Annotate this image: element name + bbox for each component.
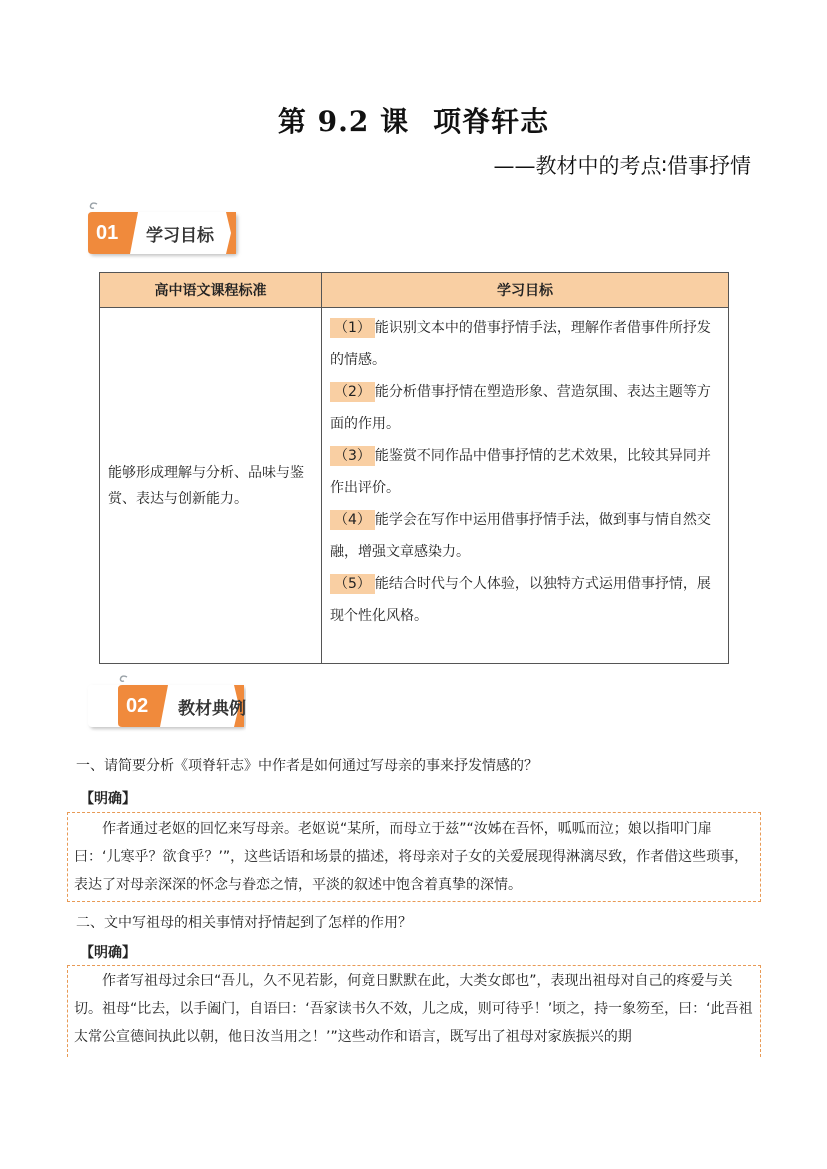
lesson-number: 第 9.2 课: [277, 105, 410, 138]
objectives-table: [99, 272, 729, 664]
section-number: 01: [96, 222, 119, 244]
lesson-title: 项脊轩志: [433, 105, 550, 138]
question-2: 二、文中写祖母的相关事情对抒情起到了怎样的作用？: [76, 915, 412, 931]
goal-item: [330, 312, 722, 376]
question-1: 一、请简要分析《项脊轩志》中作者是如何通过写母亲的事来抒发情感的？: [76, 758, 538, 774]
answer-label-1: 【明确】: [80, 791, 136, 807]
section-number: 02: [126, 695, 149, 717]
goal-index: （1）: [330, 318, 375, 338]
goal-item: [330, 440, 722, 504]
section-badge-02: [86, 673, 246, 733]
goal-item: [330, 376, 722, 440]
header-standard: 高中语文课程标准: [100, 273, 322, 308]
table-header-row: [100, 273, 729, 308]
goal-text: 能学会在写作中运用借事抒情手法，做到事与情自然交融，增强文章感染力。: [330, 512, 711, 560]
goal-index: （3）: [330, 446, 375, 466]
table-row: [100, 308, 729, 664]
page-subtitle: ——教材中的考点∶借事抒情: [493, 154, 751, 178]
goal-index: （2）: [330, 382, 375, 402]
answer-box-2: [67, 965, 761, 1057]
goal-text: 能鉴赏不同作品中借事抒情的艺术效果，比较其异同并作出评价。: [330, 448, 711, 496]
page-title: [0, 100, 827, 140]
goal-text: 能分析借事抒情在塑造形象、营造氛围、表达主题等方面的作用。: [330, 384, 711, 432]
answer-box-1: [67, 812, 761, 902]
goal-index: （4）: [330, 510, 375, 530]
goal-item: [330, 504, 722, 568]
goal-item: [330, 568, 722, 632]
header-goals: 学习目标: [322, 273, 729, 308]
standard-cell: 能够形成理解与分析、品味与鉴赏、表达与创新能力。: [100, 308, 322, 664]
answer-text: 作者写祖母过余曰“吾儿，久不见若影，何竟日默默在此，大类女郎也”，表现出祖母对自己的疼爱与关切。祖母“比去，以手阖门，自语曰：‘吾家读书久不效，儿之成，则可待乎！’顷之，持一象笏至，曰：‘此吾祖太常公宣德间执此以朝，他日汝当用之！’”这些动作和语言，既写出了祖母对家族振兴的期: [74, 973, 753, 1045]
goal-text: 能结合时代与个人体验，以独特方式运用借事抒情，展现个性化风格。: [330, 576, 711, 624]
goal-text: 能识别文本中的借事抒情手法，理解作者借事件所抒发的情感。: [330, 320, 711, 368]
goal-index: （5）: [330, 574, 375, 594]
answer-text: 作者通过老妪的回忆来写母亲。老妪说“某所，而母立于兹”“汝姊在吾怀，呱呱而泣；娘以指叩门扉曰：‘儿寒乎？欲食乎？’”，这些话语和场景的描述，将母亲对子女的关爱展现得淋漓尽致，作者借这些琐事，表达了对母亲深深的怀念与眷恋之情，平淡的叙述中饱含着真挚的深情。: [74, 821, 749, 893]
section-label: 学习目标: [146, 226, 214, 246]
section-label: 教材典例: [178, 699, 246, 719]
goals-cell: [322, 308, 729, 664]
section-badge-01: [86, 200, 246, 260]
answer-label-2: 【明确】: [80, 945, 136, 961]
